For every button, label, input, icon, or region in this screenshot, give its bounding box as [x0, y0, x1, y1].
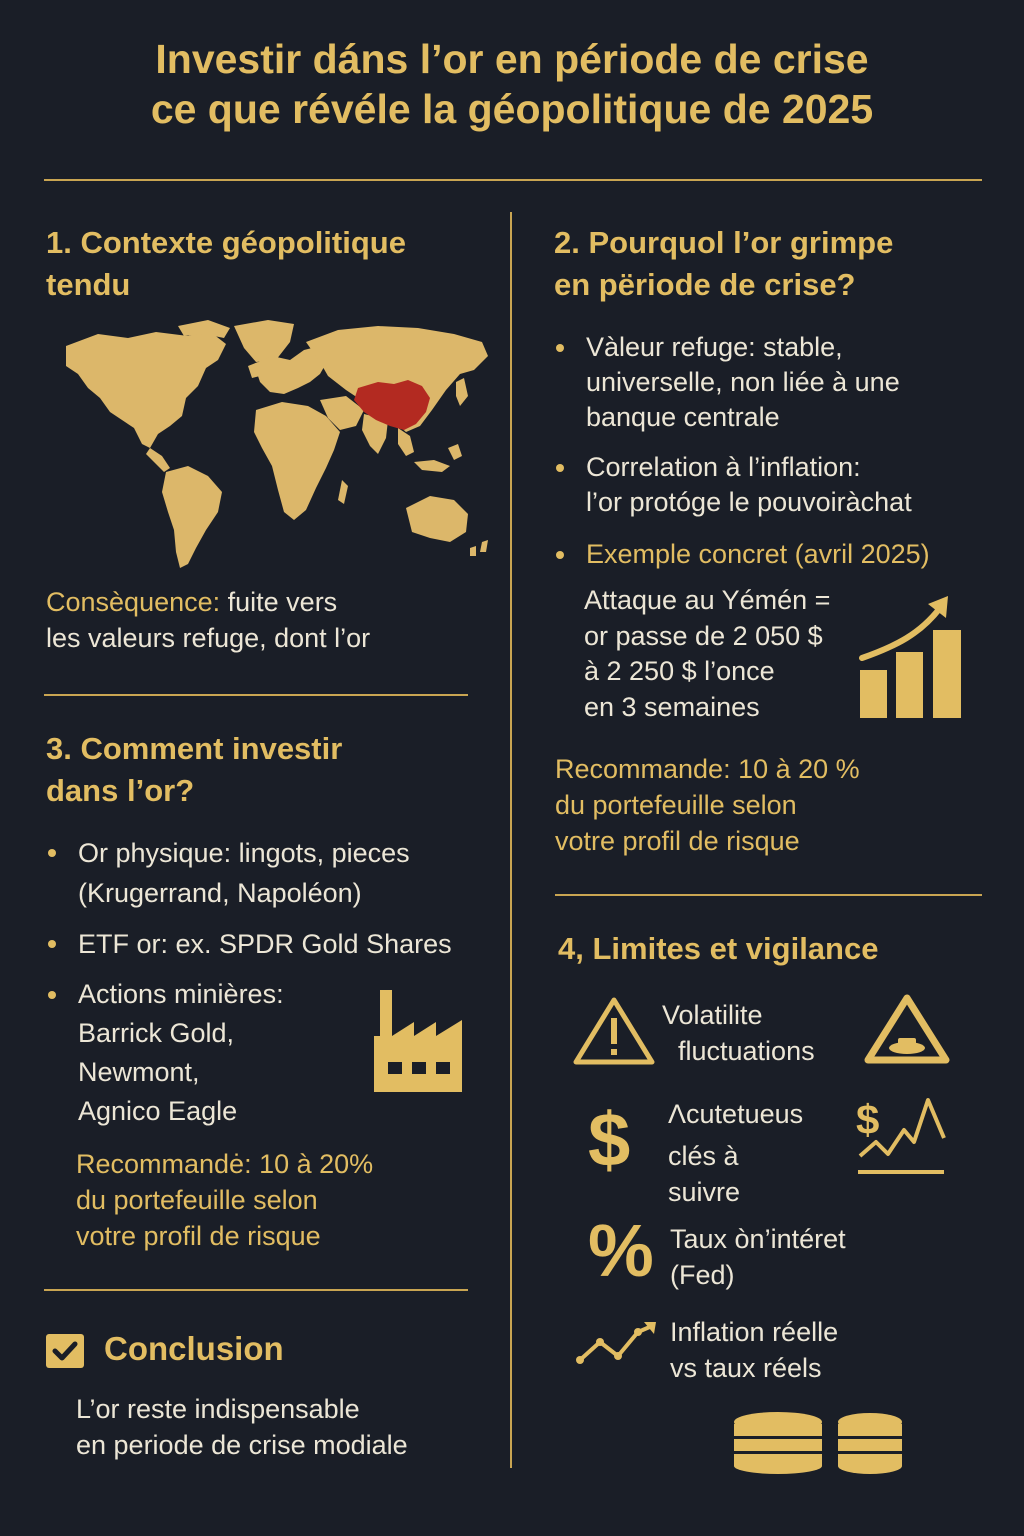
bullet-dot	[48, 940, 56, 948]
example-line: or passe de 2 050 $	[584, 620, 823, 651]
limit-line: (Fed)	[670, 1260, 735, 1290]
bullet-dot	[556, 344, 564, 352]
conclusion-text	[76, 1391, 408, 1463]
trend-line-icon	[574, 1320, 658, 1370]
section3-bullet-3	[48, 975, 284, 1131]
example-line: à 2 250 $ l’once	[584, 656, 775, 686]
warning-triangle-icon	[572, 996, 656, 1066]
section2-divider	[555, 894, 982, 896]
section3-divider	[44, 1289, 468, 1291]
reco-line: du portefeuille selon	[76, 1185, 318, 1215]
bullet-line: universelle, non liée à une	[586, 367, 900, 397]
bullet-line: Barrick Gold,	[78, 1018, 235, 1048]
section3-heading-line1: 3. Comment investir	[46, 731, 343, 766]
bullet-line: Or physique: lingots, pieces	[78, 838, 410, 868]
section3-bullet-2	[48, 924, 452, 964]
conclusion-line: L’or reste indispensable	[76, 1394, 360, 1424]
reco-line: du portefeuille selon	[555, 790, 797, 820]
chart-bar-3	[933, 630, 961, 718]
consequence-text-1: fuite vers	[220, 587, 338, 617]
bullet-line: banque centrale	[586, 402, 780, 432]
bullet-line: (Krugerrand, Napoléon)	[78, 878, 362, 908]
title-line-2: ce que révéle la géopolitique de 2025	[150, 86, 874, 132]
bullet-dot	[48, 991, 56, 999]
section3-recommendation	[76, 1146, 373, 1254]
chart-bar-2	[896, 652, 923, 718]
limit-item-2	[668, 1096, 803, 1210]
bullet-line: ETF or: ex. SPDR Gold Shares	[78, 929, 452, 959]
dollar-icon: $	[588, 1098, 631, 1183]
section3-bullet-1	[48, 833, 410, 913]
gold-coins-icon	[732, 1410, 908, 1476]
limit-item-4	[670, 1314, 838, 1386]
bullet-line: Correlation à l’inflation:	[586, 452, 861, 482]
section2-bullet-1	[556, 330, 900, 435]
world-map-land	[66, 320, 488, 568]
section4-heading: 4, Limites et vigilance	[558, 931, 879, 966]
dollar-trend-icon	[856, 1094, 948, 1178]
bullet-dot	[556, 464, 564, 472]
chart-bar-1	[860, 670, 887, 718]
section2-heading	[554, 222, 893, 306]
reco-line: Recommandė: 10 à 20%	[76, 1149, 374, 1179]
section2-recommendation	[555, 751, 860, 859]
reco-line: votre profil de risque	[555, 826, 800, 856]
section3-heading	[46, 728, 342, 812]
bullet-dot	[556, 551, 564, 559]
limit-item-1	[662, 997, 815, 1069]
section1-consequence	[46, 584, 370, 656]
example-line: en 3 semaines	[584, 691, 760, 722]
bullet-line: Newmont,	[78, 1057, 200, 1087]
limit-line: vs taux réels	[670, 1353, 822, 1383]
percent-icon: %	[588, 1209, 654, 1292]
conclusion-heading: Conclusion	[104, 1330, 284, 1367]
limit-item-3	[670, 1221, 846, 1293]
bullet-line: Vàleur refuge: stable,	[586, 332, 843, 362]
column-divider	[510, 212, 512, 1468]
section2-heading-line2: en përiode de crise?	[554, 267, 856, 302]
limit-line: suivre	[668, 1177, 741, 1207]
limit-line: Λcutetueus	[668, 1099, 804, 1129]
limit-line: Inflation réelle	[670, 1317, 839, 1347]
reco-line: Recommande: 10 à 20 %	[555, 754, 860, 784]
bullet-line: Actions minières:	[78, 979, 284, 1009]
bullet-line: l’or protóge le pouvoiràchat	[586, 487, 912, 517]
reco-line: votre profil de risque	[76, 1221, 321, 1251]
bullet-line: Agnico Eagle	[78, 1096, 238, 1126]
page-title	[0, 34, 1024, 134]
bullet-dot	[48, 849, 56, 857]
section2-heading-line1: 2. Pourquol l’or grimpe	[554, 225, 894, 260]
section1-divider	[44, 694, 468, 696]
svg-text:$: $	[856, 1096, 880, 1143]
consequence-label: Consèquence:	[46, 587, 221, 617]
section1-heading-line2: tendu	[46, 267, 131, 302]
chart-arrow-line	[862, 608, 940, 658]
example-line: Attaque au Yémén =	[584, 585, 831, 615]
section2-example	[584, 583, 830, 725]
factory-icon	[372, 988, 468, 1094]
limit-line: Volatilite	[662, 1000, 763, 1030]
title-line-1: Investir dáns l’or en période de crise	[155, 36, 869, 82]
world-map-icon	[58, 316, 490, 578]
bar-chart-up-icon	[856, 594, 968, 720]
limit-line: Taux òn’intéret	[670, 1224, 846, 1254]
section2-bullet-2	[556, 450, 912, 520]
section2-bullet-3	[556, 537, 930, 572]
title-divider	[44, 179, 982, 181]
limit-line: clés à	[668, 1141, 739, 1171]
hazard-triangle-icon	[862, 992, 952, 1068]
checkbox-icon	[46, 1334, 84, 1368]
conclusion-line: en periode de crise modiale	[76, 1430, 408, 1460]
section1-heading	[46, 222, 406, 306]
bullet-line: Exemple concret (avril 2025)	[586, 539, 930, 569]
consequence-text-2: les valeurs refuge, dont l’or	[46, 623, 371, 653]
section1-heading-line1: 1. Contexte géopolitique	[46, 225, 406, 260]
section3-heading-line2: dans l’or?	[46, 773, 195, 808]
limit-line: fluctuations	[678, 1036, 815, 1066]
